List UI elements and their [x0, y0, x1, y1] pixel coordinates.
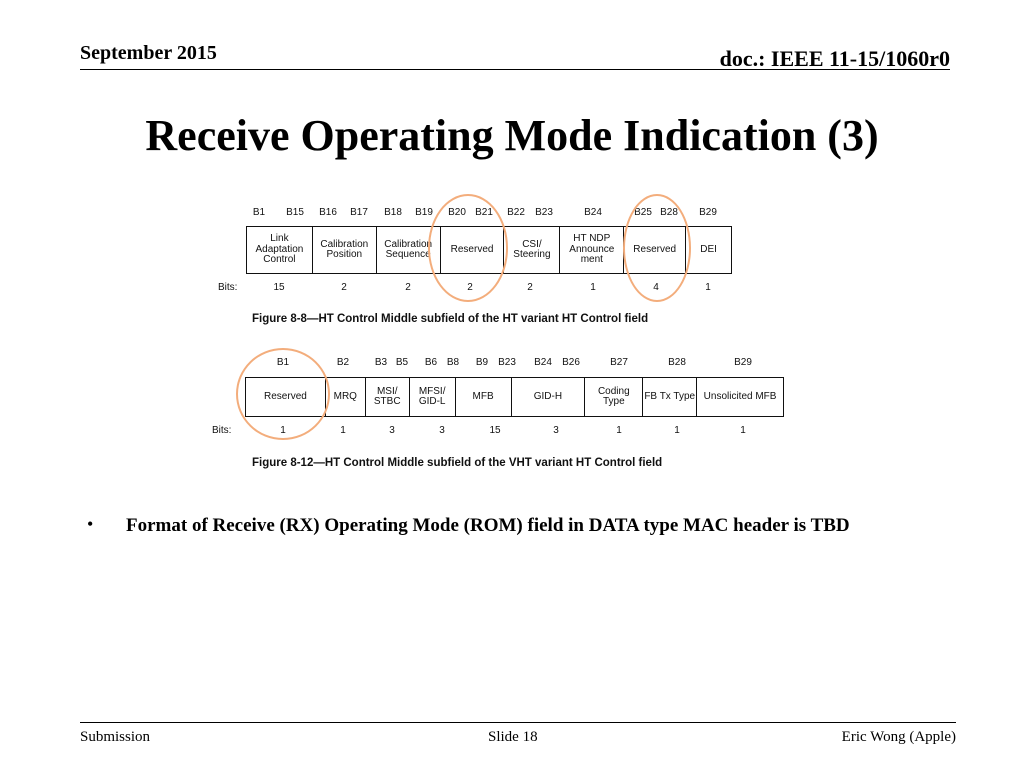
header-date: September 2015: [80, 42, 217, 64]
header-doc-id: doc.: IEEE 11-15/1060r0: [719, 46, 950, 71]
bits-value: 3: [553, 425, 559, 436]
footer-divider: [80, 722, 956, 723]
bits-row-label: Bits:: [218, 282, 238, 293]
field-csi-steering: CSI/ Steering: [504, 227, 560, 273]
bits-value: 3: [389, 425, 395, 436]
bits-value: 3: [439, 425, 445, 436]
bit-label: B24: [534, 357, 552, 368]
bit-label: B2: [336, 357, 350, 368]
bit-label: B23: [498, 357, 516, 368]
slide-title: Receive Operating Mode Indication (3): [145, 111, 879, 160]
bits-value: 1: [705, 282, 711, 293]
bits-value: 1: [590, 282, 596, 293]
field-coding-type: Coding Type: [585, 378, 643, 416]
bullet-marker: •: [87, 514, 94, 534]
field-gid-h: GID-H: [512, 378, 586, 416]
bit-label: B16: [319, 207, 337, 218]
bit-label: B9: [475, 357, 489, 368]
bit-label: B23: [535, 207, 553, 218]
bit-label: B3: [374, 357, 388, 368]
bit-label: B25: [634, 207, 652, 218]
field-mrq: MRQ: [326, 378, 366, 416]
figure-caption: Figure 8-12—HT Control Middle subfield of the VHT variant HT Control field: [252, 457, 663, 469]
bits-value: 1: [280, 425, 286, 436]
field-reserved: Reserved: [246, 378, 326, 416]
bit-label: B1: [252, 207, 266, 218]
field-mfb: MFB: [456, 378, 512, 416]
field-mfsi-gid-l: MFSI/ GID-L: [410, 378, 456, 416]
bit-label: B17: [350, 207, 368, 218]
field-calibration-sequence: Calibration Sequence: [377, 227, 441, 273]
bit-label: B19: [415, 207, 433, 218]
bits-value: 2: [527, 282, 533, 293]
field-ht-ndp-announcement: HT NDP Announce ment: [560, 227, 624, 273]
bit-label: B28: [660, 207, 678, 218]
bit-label: B6: [424, 357, 438, 368]
bits-value: 2: [467, 282, 473, 293]
field-fb-tx-type: FB Tx Type: [643, 378, 697, 416]
footer-author: Eric Wong (Apple): [841, 729, 956, 745]
field-dei: DEI: [686, 227, 732, 273]
bit-label: B27: [610, 357, 628, 368]
bit-label: B1: [276, 357, 290, 368]
bits-value: 2: [405, 282, 411, 293]
bits-row-label: Bits:: [212, 425, 232, 436]
bit-label: B8: [446, 357, 460, 368]
bits-value: 15: [273, 282, 285, 293]
bit-label: B18: [384, 207, 402, 218]
bits-value: 15: [489, 425, 501, 436]
field-unsolicited-mfb: Unsolicited MFB: [697, 378, 784, 416]
field-msi-stbc: MSI/ STBC: [366, 378, 410, 416]
bit-label: B5: [395, 357, 409, 368]
bits-value: 4: [653, 282, 659, 293]
figure-caption: Figure 8-8—HT Control Middle subfield of the HT variant HT Control field: [252, 313, 649, 325]
bits-value: 2: [341, 282, 347, 293]
field-reserved: Reserved: [624, 227, 686, 273]
bullet-text: Format of Receive (RX) Operating Mode (ROM) field in DATA type MAC header is TBD: [126, 515, 850, 536]
bit-label: B20: [448, 207, 466, 218]
bit-label: B26: [562, 357, 580, 368]
field-calibration-position: Calibration Position: [313, 227, 377, 273]
bit-label: B29: [699, 207, 717, 218]
bit-label: B21: [475, 207, 493, 218]
field-reserved: Reserved: [441, 227, 505, 273]
footer-slide-number: Slide 18: [488, 729, 538, 745]
bit-label: B29: [734, 357, 752, 368]
bits-value: 1: [616, 425, 622, 436]
bits-value: 1: [740, 425, 746, 436]
bits-value: 1: [674, 425, 680, 436]
bits-value: 1: [340, 425, 346, 436]
field-link-adaptation-control: Link Adaptation Control: [247, 227, 313, 273]
bit-label: B28: [668, 357, 686, 368]
bit-label: B15: [286, 207, 304, 218]
bit-label: B22: [507, 207, 525, 218]
footer-submission: Submission: [80, 729, 151, 745]
highlight-circle: [236, 348, 330, 440]
bit-label: B24: [584, 207, 602, 218]
